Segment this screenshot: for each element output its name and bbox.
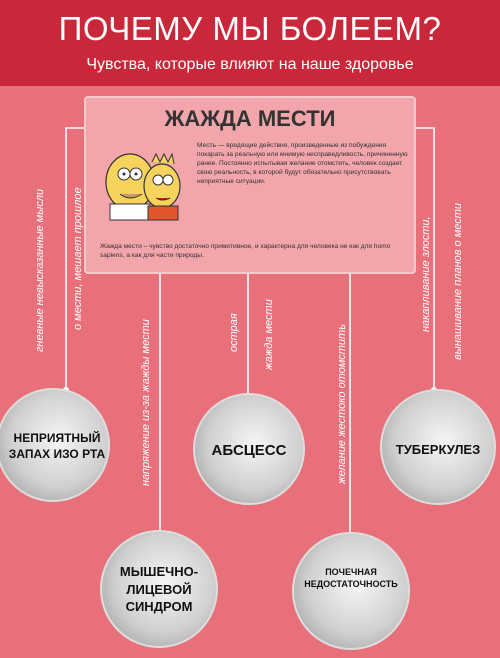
- label-tension: напряжение из-за жажды мести: [140, 319, 152, 486]
- panel-text-summary: Жажда мести – чувство достаточно примитивное, и характерна для человека не как для homo sapiens, а как для части природы.: [100, 243, 391, 260]
- tuberculosis-label: ТУБЕРКУЛЕЗ: [395, 442, 481, 457]
- panel-title: ЖАЖДА МЕСТИ: [164, 106, 336, 131]
- label-unspoken-thoughts: гневные невысказанные мысли: [34, 188, 46, 352]
- label-cruel-revenge: желание жестоко отомстить: [336, 324, 348, 484]
- abscess-label: АБСЦЕСС: [211, 442, 287, 459]
- bad-breath-label: НЕПРИЯТНЫЙ ЗАПАХ ИЗО РТА: [8, 431, 106, 462]
- cartoon-illustration: [100, 142, 192, 222]
- label-acute: острая: [228, 313, 240, 352]
- label-past-interferes: о мести, мешает прошлое: [72, 187, 84, 330]
- page-title: ПОЧЕМУ МЫ БОЛЕЕМ?: [58, 10, 442, 47]
- panel-text-definition: Месть — вредящие действия, произведенные из побуждения покарать за реальную или мнимую несправедливость, причиненную ранее. Постоянно испытывая желание отомстить, человек создает свою реальность, в которой будут обязательно присутствовать неприятные ситуации.: [197, 142, 408, 185]
- label-accumulating-anger: накапливание злости,: [420, 216, 432, 332]
- label-thirst-for-revenge: жажда мести: [263, 299, 275, 370]
- kidney-failure-image: [292, 532, 410, 650]
- page-subtitle: Чувства, которые влияют на наше здоровье: [86, 56, 414, 73]
- label-revenge-plans: вынашивание планов о мести: [452, 202, 464, 360]
- muscle-syndrome-label: МЫШЕЧНО- ЛИЦЕВОЙ СИНДРОМ: [119, 564, 199, 615]
- kidney-failure-label: ПОЧЕЧНАЯ НЕДОСТАТОЧНОСТЬ: [304, 567, 398, 590]
